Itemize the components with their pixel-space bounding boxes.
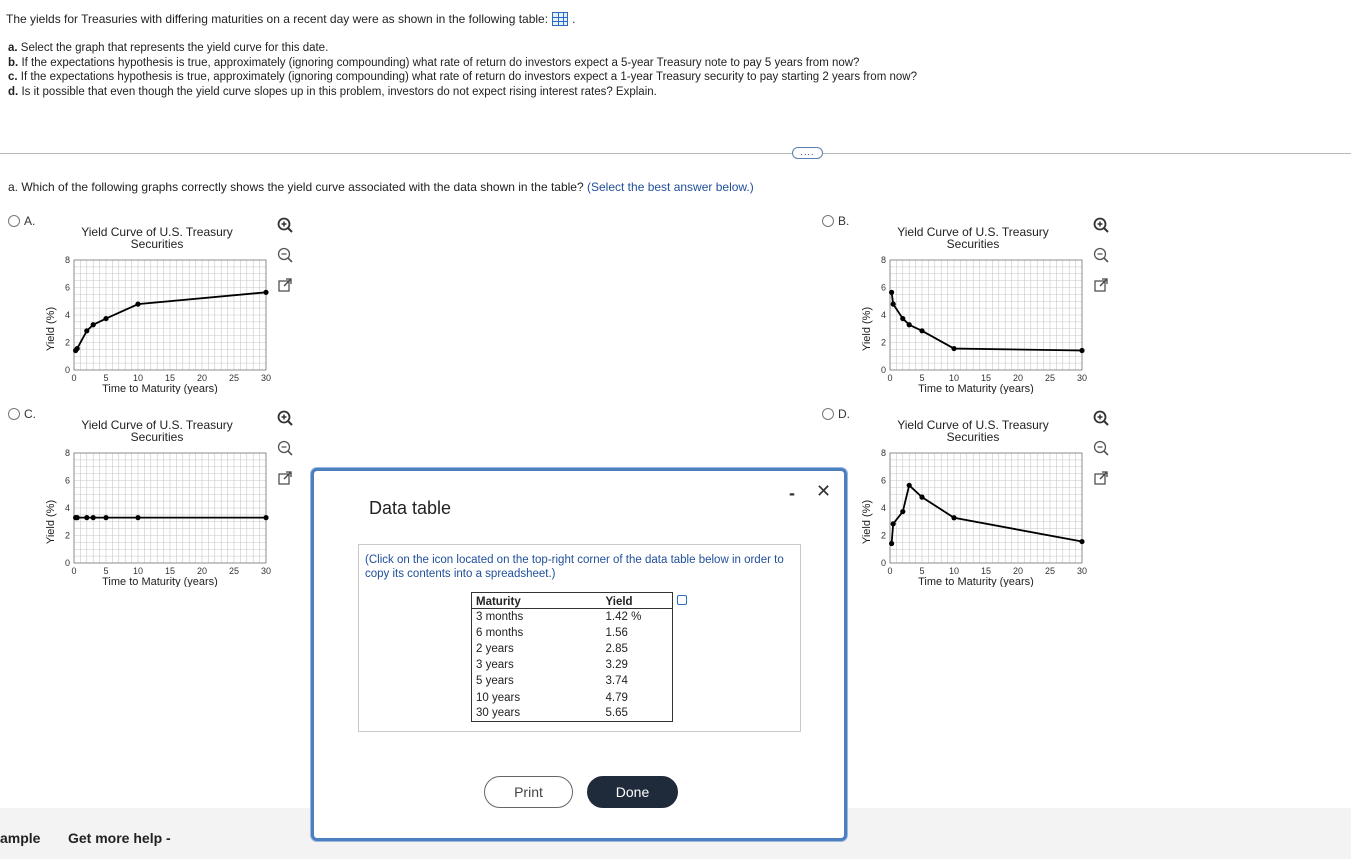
- chart-title: Securities: [946, 237, 1000, 251]
- zoom-out-icon[interactable]: [276, 439, 294, 457]
- y-axis-label: Yield (%): [45, 306, 57, 352]
- minimize-button[interactable]: -: [789, 483, 795, 503]
- data-point: [889, 290, 894, 295]
- data-point: [75, 515, 80, 520]
- x-tick-label: 25: [228, 373, 240, 383]
- chart-b-tools: [1092, 216, 1110, 294]
- table-row: 5 years 3.74: [476, 675, 628, 688]
- intro-text: The yields for Treasuries with differing maturities on a recent day were as shown in the following table:: [6, 12, 549, 26]
- get-more-help-link[interactable]: Get more help -: [68, 830, 171, 846]
- x-axis-label: Time to Maturity (years): [918, 576, 1034, 587]
- data-point: [891, 302, 896, 307]
- x-tick-label: 25: [1044, 566, 1056, 576]
- x-tick-label: 0: [71, 566, 77, 576]
- x-tick-label: 10: [948, 373, 960, 383]
- chart-title: Yield Curve of U.S. Treasury: [81, 418, 233, 432]
- print-button[interactable]: Print: [484, 776, 573, 808]
- y-tick-label: 2: [880, 530, 886, 541]
- table-row: 2 years 2.85: [476, 642, 628, 655]
- data-table-dialog: [311, 468, 847, 841]
- zoom-out-icon[interactable]: [1092, 439, 1110, 457]
- table-row: 6 months 1.56: [476, 626, 628, 639]
- data-point: [907, 322, 912, 327]
- data-point: [1079, 348, 1084, 353]
- y-tick-label: 6: [64, 475, 70, 486]
- x-tick-label: 15: [980, 373, 992, 383]
- x-tick-label: 20: [1012, 373, 1024, 383]
- y-tick-label: 8: [64, 255, 70, 265]
- x-tick-label: 20: [196, 566, 208, 576]
- data-point: [1079, 539, 1084, 544]
- y-tick-label: 4: [64, 503, 70, 513]
- question-c: c. If the expectations hypothesis is true, approximately (ignoring compounding) what rate of return do investors expect a 1-year Treasury security to pay starting 2 years from now?: [8, 71, 917, 84]
- y-axis-label: Yield (%): [45, 499, 57, 545]
- zoom-in-icon[interactable]: [276, 409, 294, 427]
- x-axis-label: Time to Maturity (years): [102, 383, 218, 394]
- data-point: [84, 328, 89, 333]
- radio-a[interactable]: [8, 215, 20, 227]
- data-point: [75, 346, 80, 351]
- dialog-title: Data table: [369, 498, 452, 518]
- x-tick-label: 10: [132, 373, 144, 383]
- zoom-in-icon[interactable]: [1092, 409, 1110, 427]
- chart-title: Securities: [946, 430, 1000, 444]
- y-axis-label: Yield (%): [861, 499, 873, 545]
- x-tick-label: 15: [164, 373, 176, 383]
- data-point: [135, 515, 140, 520]
- y-tick-label: 0: [880, 365, 886, 375]
- y-tick-label: 6: [880, 282, 886, 293]
- option-c[interactable]: C.: [8, 407, 36, 421]
- x-tick-label: 5: [919, 566, 925, 576]
- table-row: 3 months 1.42 %: [476, 610, 642, 623]
- expand-pill-button[interactable]: ....: [792, 147, 823, 159]
- x-tick-label: 5: [919, 373, 925, 383]
- chart-title: Yield Curve of U.S. Treasury: [897, 225, 1049, 239]
- data-point: [951, 515, 956, 520]
- data-point: [103, 515, 108, 520]
- x-tick-label: 5: [103, 566, 109, 576]
- y-tick-label: 2: [880, 337, 886, 348]
- data-point: [84, 515, 89, 520]
- data-point: [91, 322, 96, 327]
- x-tick-label: 10: [132, 566, 144, 576]
- y-tick-label: 2: [64, 530, 70, 541]
- chart-title: Yield Curve of U.S. Treasury: [897, 418, 1049, 432]
- popout-icon[interactable]: [276, 276, 294, 294]
- y-axis-label: Yield (%): [861, 306, 873, 352]
- y-tick-label: 8: [880, 255, 886, 265]
- option-d[interactable]: D.: [822, 407, 850, 421]
- chart-title: Securities: [130, 237, 184, 251]
- x-tick-label: 15: [164, 566, 176, 576]
- copy-table-icon[interactable]: [677, 595, 687, 605]
- radio-b[interactable]: [822, 215, 834, 227]
- x-tick-label: 20: [1012, 566, 1024, 576]
- data-point: [889, 541, 894, 546]
- question-b: b. If the expectations hypothesis is true, approximately (ignoring compounding) what rate of return do investors expect a 5-year Treasury note to pay 5 years from now?: [8, 56, 860, 69]
- y-tick-label: 4: [880, 503, 886, 513]
- x-tick-label: 20: [196, 373, 208, 383]
- table-row: 3 years 3.29: [476, 659, 628, 672]
- intro: The yields for Treasuries with differing maturities on a recent day were as shown in the following table: .: [6, 12, 576, 26]
- y-tick-label: 4: [64, 310, 70, 320]
- divider: [0, 153, 1351, 154]
- data-point: [263, 290, 268, 295]
- yield-curve-chart: [856, 417, 1096, 587]
- table-row: 30 years 5.65: [476, 707, 628, 720]
- question-a: a. Select the graph that represents the yield curve for this date.: [8, 42, 329, 54]
- popout-icon[interactable]: [276, 469, 294, 487]
- chart-title: Securities: [130, 430, 184, 444]
- x-tick-label: 5: [103, 373, 109, 383]
- close-button[interactable]: ✕: [816, 481, 832, 501]
- zoom-in-icon[interactable]: [276, 216, 294, 234]
- data-point: [135, 302, 140, 307]
- done-button[interactable]: Done: [587, 776, 678, 808]
- data-point: [907, 483, 912, 488]
- chart-d: [856, 417, 1096, 590]
- data-point: [951, 346, 956, 351]
- data-point: [103, 316, 108, 321]
- x-tick-label: 0: [887, 373, 893, 383]
- data-point: [919, 328, 924, 333]
- zoom-in-icon[interactable]: [1092, 216, 1110, 234]
- y-tick-label: 2: [64, 337, 70, 348]
- x-tick-label: 15: [980, 566, 992, 576]
- chart-a: [40, 224, 280, 397]
- chart-b: [856, 224, 1096, 397]
- radio-c[interactable]: [8, 408, 20, 420]
- yield-curve-chart: [40, 224, 280, 394]
- zoom-out-icon[interactable]: [276, 246, 294, 264]
- y-tick-label: 0: [64, 558, 70, 568]
- chart-c: [40, 417, 280, 590]
- chart-title: Yield Curve of U.S. Treasury: [81, 225, 233, 239]
- y-tick-label: 8: [880, 448, 886, 458]
- question-d: d. Is it possible that even though the yield curve slopes up in this problem, investors do not expect rising interest rates? Explain.: [8, 86, 657, 99]
- table-header-row: [472, 593, 673, 609]
- view-example-link[interactable]: ample: [0, 830, 41, 846]
- x-tick-label: 30: [260, 373, 272, 383]
- question-a-prompt: a. Which of the following graphs correctly shows the yield curve associated with the data shown in the table? (Select the best answer below.): [8, 180, 754, 194]
- x-axis-label: Time to Maturity (years): [102, 576, 218, 587]
- y-tick-label: 6: [64, 282, 70, 293]
- x-tick-label: 10: [948, 566, 960, 576]
- x-tick-label: 25: [1044, 373, 1056, 383]
- x-tick-label: 30: [260, 566, 272, 576]
- x-tick-label: 25: [228, 566, 240, 576]
- data-table-icon[interactable]: [552, 12, 568, 26]
- y-tick-label: 0: [64, 365, 70, 375]
- x-tick-label: 0: [887, 566, 893, 576]
- data-point: [919, 495, 924, 500]
- copy-hint: (Click on the icon located on the top-right corner of the data table below in order to copy its contents into a spreadsheet.): [365, 554, 784, 580]
- radio-d[interactable]: [822, 408, 834, 420]
- table-row: 10 years 4.79: [476, 691, 628, 704]
- popout-icon[interactable]: [1092, 469, 1110, 487]
- data-point: [891, 521, 896, 526]
- y-tick-label: 6: [880, 475, 886, 486]
- chart-a-tools: [276, 216, 294, 294]
- x-tick-label: 0: [71, 373, 77, 383]
- y-tick-label: 4: [880, 310, 886, 320]
- data-point: [900, 316, 905, 321]
- data-point: [900, 509, 905, 514]
- option-a[interactable]: A.: [8, 214, 35, 228]
- yield-curve-chart: [40, 417, 280, 587]
- chart-d-tools: [1092, 409, 1110, 487]
- y-tick-label: 8: [64, 448, 70, 458]
- data-point: [91, 515, 96, 520]
- zoom-out-icon[interactable]: [1092, 246, 1110, 264]
- header-maturity: Maturity: [472, 593, 602, 609]
- data-table-panel: [358, 544, 801, 732]
- x-tick-label: 30: [1076, 566, 1088, 576]
- option-b[interactable]: B.: [822, 214, 849, 228]
- x-axis-label: Time to Maturity (years): [918, 383, 1034, 394]
- data-point: [263, 515, 268, 520]
- y-tick-label: 0: [880, 558, 886, 568]
- question-list: [8, 41, 917, 100]
- data-table: [471, 592, 673, 722]
- header-yield: Yield: [602, 593, 673, 609]
- question-a-hint: (Select the best answer below.): [587, 180, 754, 194]
- x-tick-label: 30: [1076, 373, 1088, 383]
- chart-c-tools: [276, 409, 294, 487]
- popout-icon[interactable]: [1092, 276, 1110, 294]
- yield-curve-chart: [856, 224, 1096, 394]
